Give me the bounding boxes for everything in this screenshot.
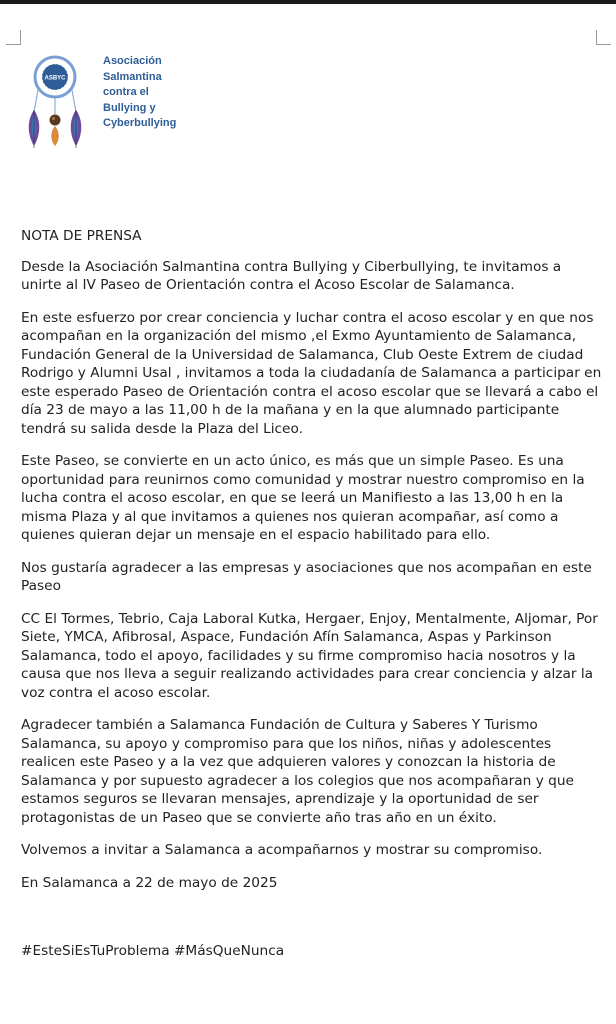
paragraph-sponsors: CC El Tormes, Tebrio, Caja Laboral Kutka, Hergaer, Enjoy, Mentalmente, Aljomar, Por Siete, YMCA, Afibrosal, Aspace, Fundación Afín Salamanca, Aspas y Parkinson Salamanca, todo el apoyo, facilidades y su firme compromiso hacia nosotros y la causa que nos lleva a seguir realizando actividades para crear conciencia y alzar la voz contra el acoso escolar.: [21, 610, 598, 701]
crop-mark-top-left: [6, 30, 21, 45]
crop-mark-top-right: [596, 30, 611, 45]
paragraph-organizers: En este esfuerzo por crear conciencia y luchar contra el acoso escolar y en que nos acompañan en la organización del mismo ,el Exmo Ayuntamiento de Salamanca, Fundación General de la Universidad de Salamanca, Club Oeste Extrem de ciudad Rodrigo y Alumni Usal , invitamos a toda la ciudadanía de Salamanca a participar en este esperado Paseo de Orientación contra el acoso escolar que se llevará a cabo el día 23 de mayo a las 11,00 h de la mañana y en la que alumnado participante tendrá su salida desde la Plaza del Liceo.: [21, 309, 602, 437]
organization-name: [103, 54, 176, 132]
paragraph-thanks-culture: Agradecer también a Salamanca Fundación de Cultura y Saberes Y Turismo Salamanca, su apoyo y compromiso para que los niños, niñas y adolescentes realicen este Paseo y a la vez que adquieren valores y conozcan la historia de Salamanca y por supuesto agradecer a los colegios que nos acompañaran y que estamos seguros se llevaran mensajes, aprendizaje y la oportunidad de ser protagonistas de un Paseo que se convierte año tras año en un éxito.: [21, 717, 574, 826]
top-status-bar: [0, 0, 616, 4]
paragraph-event-description: Este Paseo, se convierte en un acto único, es más que un simple Paseo. Es una oportunidad para reunirnos como comunidad y mostrar nuestro compromiso en la lucha contra el acoso escolar, en que se leerá un Manifiesto a las 13,00 h en la misma Plaza y al que invitamos a quienes nos quieran acompañar, así como a quienes quieran dejar un mensaje en el espacio habilitado para ello.: [21, 453, 585, 543]
hashtags: #EsteSiEsTuProblema #MásQueNunca: [21, 943, 285, 959]
org-name-line: Salmantina: [103, 70, 162, 83]
document-title: NOTA DE PRENSA: [21, 228, 142, 244]
org-name-line: contra el: [103, 86, 149, 98]
paragraph-thanks-intro: Nos gustaría agradecer a las empresas y asociaciones que nos acompañan en este Paseo: [21, 559, 592, 594]
press-release-body: [21, 227, 606, 975]
dreamcatcher-logo-icon: [22, 52, 112, 152]
date-line: En Salamanca a 22 de mayo de 2025: [21, 874, 278, 891]
org-name-line: Asociación: [103, 55, 162, 67]
paragraph-intro: Desde la Asociación Salmantina contra Bullying y Ciberbullying, te invitamos a unirte al IV Paseo de Orientación contra el Acoso Escolar de Salamanca.: [21, 258, 562, 293]
org-name-line: Cyberbullying: [103, 117, 177, 129]
org-name-line: Bullying y: [103, 101, 156, 114]
paragraph-invitation: Volvemos a invitar a Salamanca a acompañarnos y mostrar su compromiso.: [21, 842, 543, 858]
logo-text: ASBYC: [44, 75, 66, 82]
